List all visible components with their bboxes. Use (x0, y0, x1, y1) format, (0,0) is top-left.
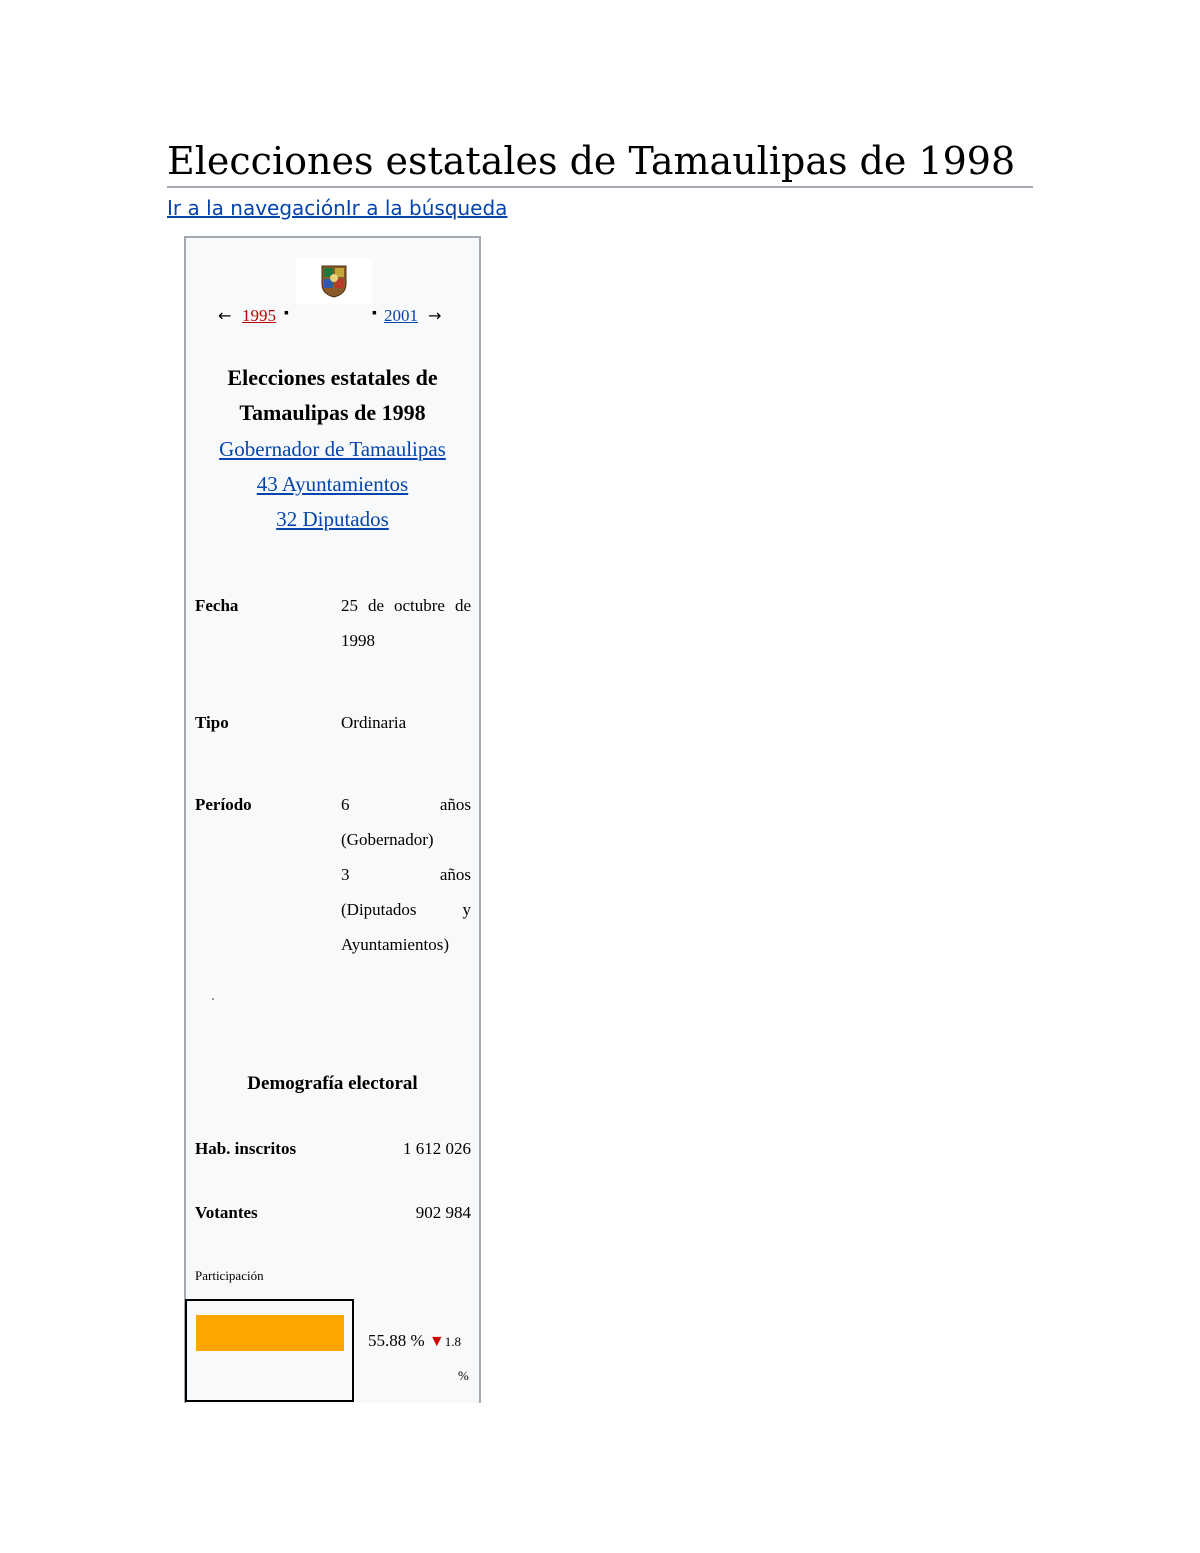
tipo-value: Ordinaria (341, 713, 407, 732)
participation-percent: 55.88 % (368, 1331, 425, 1350)
fecha-label: Fecha (195, 596, 239, 615)
fecha-value-line: 25 de octubre de (341, 596, 471, 615)
coat-of-arms-icon[interactable] (296, 258, 372, 304)
left-arrow-icon: ← (218, 306, 232, 325)
periodo-value-line: Ayuntamientos) (341, 935, 449, 954)
tipo-label: Tipo (195, 713, 229, 732)
participation-change-unit: % (458, 1368, 469, 1383)
participation-label: Participación (195, 1268, 264, 1283)
separator-icon: ▪ (372, 306, 377, 321)
participation-value (368, 1324, 461, 1359)
periodo-value (341, 787, 471, 962)
jump-to-search-link[interactable]: Ir a la búsqueda (345, 196, 508, 220)
participation-bar-fill (196, 1315, 344, 1351)
periodo-label: Período (195, 795, 252, 814)
periodo-value-line: 6 años (341, 795, 471, 814)
election-nav-row (186, 258, 479, 338)
participation-change: 1.8 (444, 1334, 462, 1349)
periodo-value-line: 3 años (341, 865, 471, 884)
diputados-link[interactable]: 32 Diputados (276, 507, 389, 531)
registered-value: 1 612 026 (403, 1139, 471, 1158)
page-title: Elecciones estatales de Tamaulipas de 1998 (167, 136, 1033, 188)
participation-bar (185, 1299, 354, 1402)
voters-value: 902 984 (415, 1203, 471, 1222)
infobox-title (186, 360, 479, 430)
infobox-title-line: Tamaulipas de 1998 (239, 400, 426, 425)
map-placeholder-dot (212, 998, 214, 1000)
infobox-title-line: Elecciones estatales de (227, 365, 438, 390)
separator-icon: ▪ (284, 306, 289, 321)
jump-to-navigation-link[interactable]: Ir a la navegación (167, 196, 346, 220)
registered-label: Hab. inscritos (195, 1139, 297, 1158)
election-scope-links (186, 432, 479, 537)
periodo-value-line: (Diputados y (341, 900, 471, 919)
previous-election-link[interactable]: 1995 (242, 306, 276, 325)
voters-label: Votantes (195, 1203, 258, 1222)
election-infobox (184, 236, 481, 1403)
periodo-value-line: (Gobernador) (341, 830, 434, 849)
next-election-link[interactable]: 2001 (384, 306, 418, 325)
coat-of-arms-shape (320, 264, 348, 298)
decrease-arrow-icon: ▼ (428, 1333, 445, 1350)
fecha-value (341, 588, 471, 658)
ayuntamientos-link[interactable]: 43 Ayuntamientos (256, 472, 409, 496)
jump-links (167, 194, 507, 222)
demography-heading: Demografía electoral (247, 1073, 418, 1094)
fecha-value-line: 1998 (341, 631, 375, 650)
governor-link[interactable]: Gobernador de Tamaulipas (219, 437, 446, 461)
right-arrow-icon: → (428, 306, 442, 325)
